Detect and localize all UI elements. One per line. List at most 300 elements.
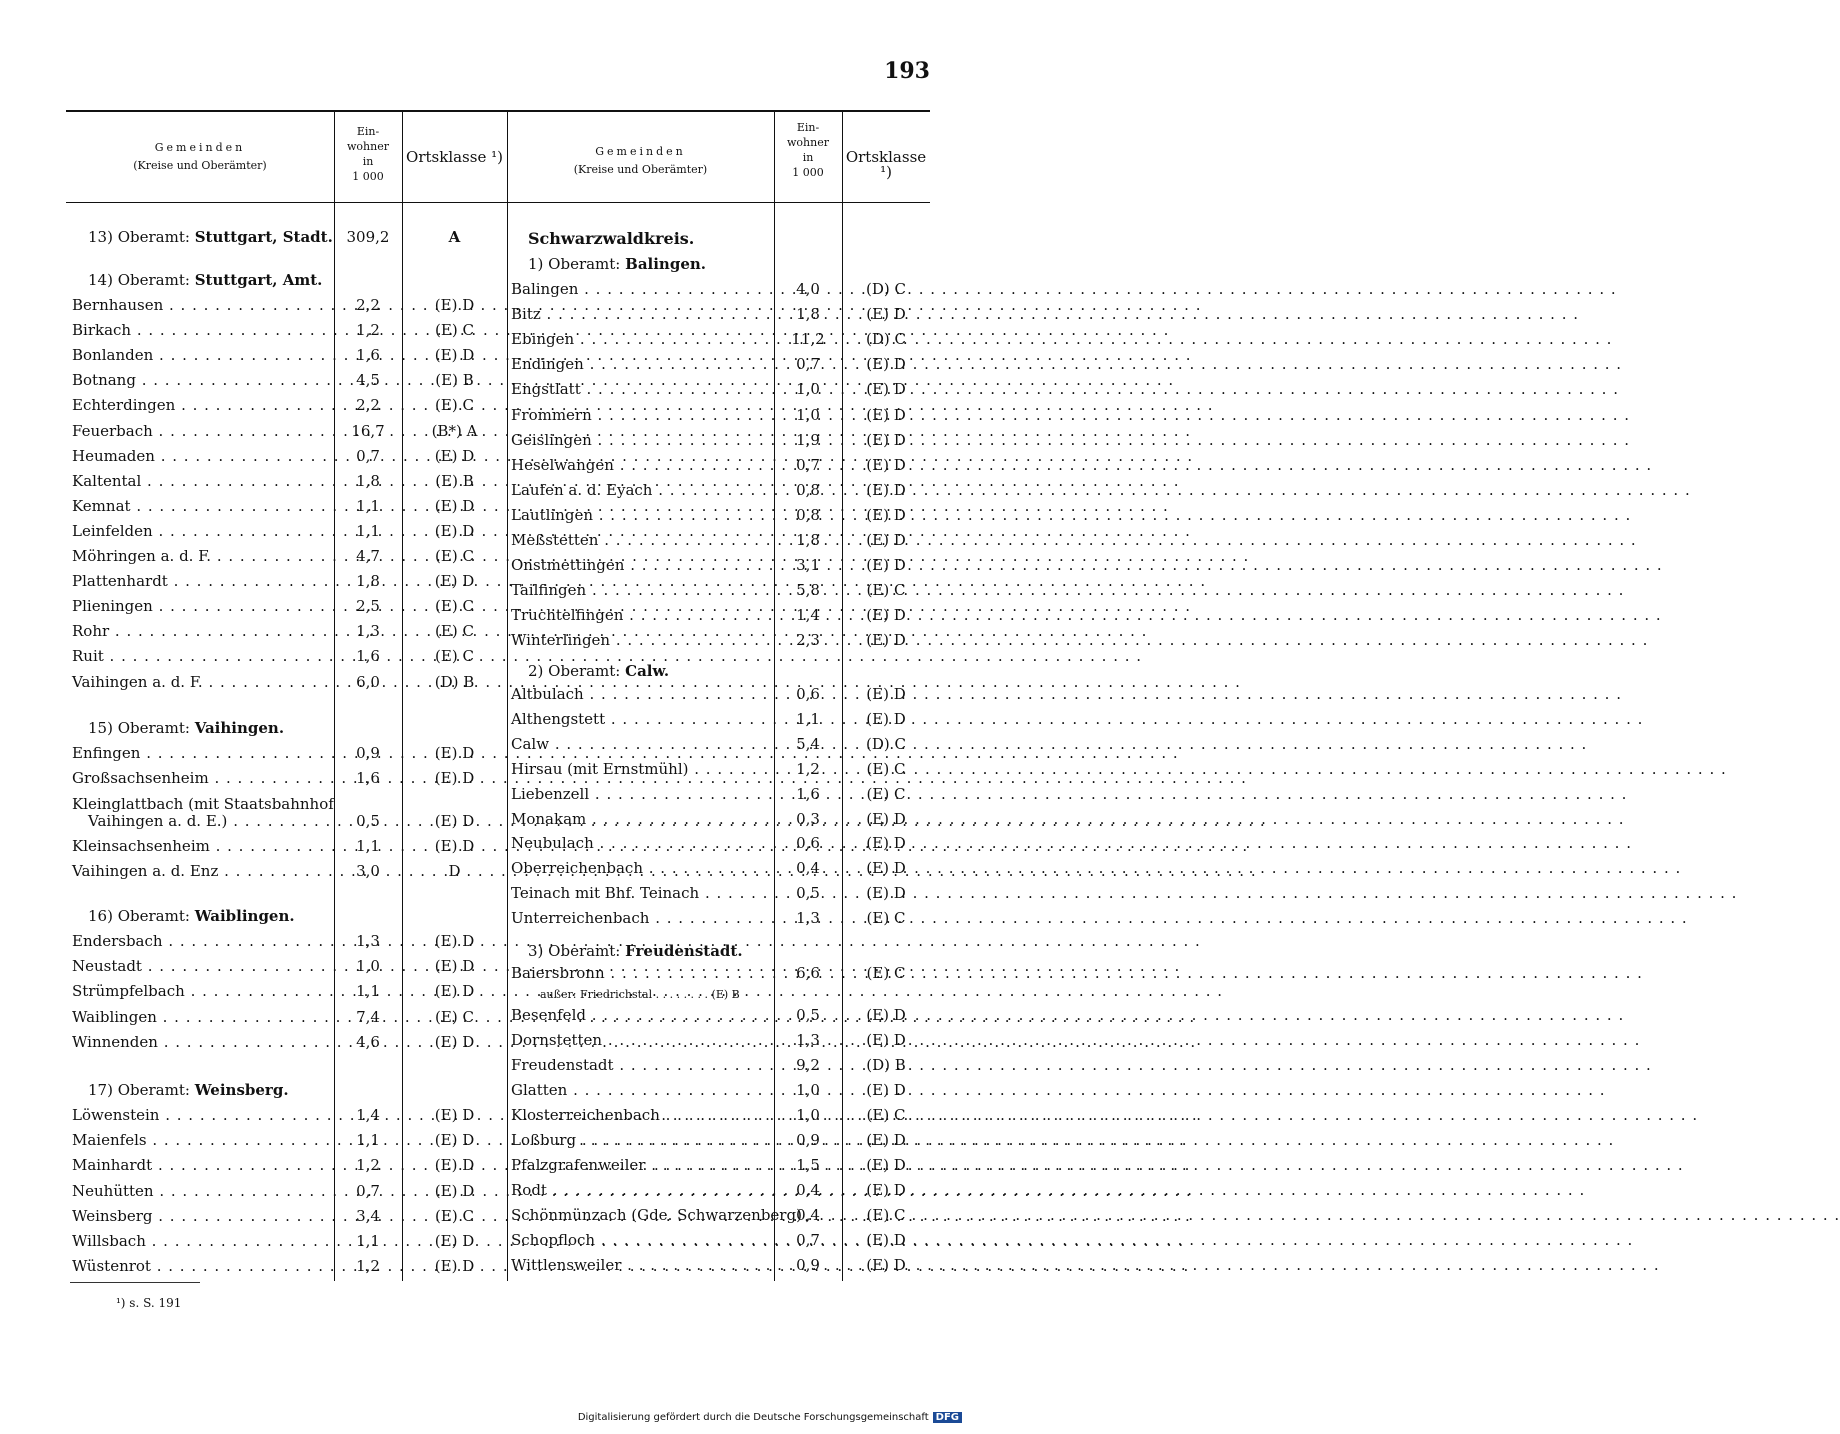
- inhabitants: 1,6: [356, 346, 380, 365]
- table-row: [511, 1106, 930, 1130]
- place-name: Truchtelfingen . . .: [511, 606, 770, 624]
- place-name: Balingen . . .: [511, 280, 770, 298]
- ortsklasse: (E) D: [866, 1006, 906, 1024]
- inhabitants: 0,6: [796, 685, 820, 703]
- table-row: [511, 1131, 930, 1155]
- table-row: [511, 606, 930, 630]
- table-row: [511, 581, 930, 605]
- inhabitants: 2,3: [796, 631, 820, 650]
- inhabitants: 0,6: [796, 834, 820, 853]
- inhabitants: 5,8: [796, 581, 820, 600]
- section-13: 13) Oberamt: Stuttgart, Stadt.: [88, 228, 333, 246]
- ortsklasse: (E) D: [866, 430, 906, 449]
- inhabitants: 1,2: [356, 1257, 380, 1276]
- table-row: [72, 396, 507, 420]
- table-row: [72, 597, 507, 621]
- section-r3: 3) Oberamt: Freudenstadt.: [528, 942, 743, 960]
- table-row: [72, 447, 507, 471]
- place-name: Enfingen . . .: [72, 744, 330, 762]
- ortsklasse: (E) C: [435, 1007, 474, 1026]
- ortsklasse: (E) D: [434, 496, 475, 515]
- table-row: [511, 1206, 930, 1230]
- section-15: 15) Oberamt: Vaihingen.: [88, 719, 285, 737]
- cls-stuttgart-stadt: A: [448, 228, 461, 246]
- dfg-logo: DFG: [933, 1412, 962, 1423]
- inhabitants: 1,5: [796, 1156, 820, 1174]
- inhabitants: 1,1: [356, 1232, 380, 1250]
- ortsklasse: (E) D: [866, 1256, 906, 1274]
- ortsklasse: (E) C: [435, 321, 474, 340]
- ortsklasse: (E) C: [435, 547, 474, 565]
- inhabitants: 1,1: [796, 709, 820, 728]
- table-row: [72, 321, 507, 345]
- place-name: Unterreichenbach . . .: [511, 909, 770, 927]
- place-name: Plieningen . . .: [72, 597, 330, 615]
- header-kreise-left: (Kreise und Oberämter): [133, 159, 267, 172]
- section-r2: 2) Oberamt: Calw.: [528, 662, 670, 680]
- ortsklasse: (E) D: [866, 685, 906, 703]
- ortsklasse: (E) D: [866, 505, 906, 524]
- place-name: Wittlensweiler . . .: [511, 1256, 770, 1274]
- inhabitants: 0,4: [796, 1181, 820, 1199]
- table-row: [72, 647, 507, 671]
- header-ortsklasse-left: Ortsklasse ¹): [406, 148, 503, 166]
- inhabitants: 1,8: [356, 572, 380, 591]
- ortsklasse: (E) C: [435, 597, 474, 616]
- place-name: Kleinsachsenheim . . .: [72, 837, 330, 855]
- ortsklasse: (E) D: [866, 1031, 906, 1049]
- inhabitants: 0,7: [356, 1181, 380, 1200]
- table-row: [72, 547, 507, 571]
- place-name: Mainhardt . . .: [72, 1156, 330, 1174]
- inhabitants: 7,4: [356, 1007, 380, 1026]
- table-row: [72, 622, 507, 646]
- ortsklasse: (E) D: [866, 1156, 906, 1174]
- ortsklasse: (E) D: [866, 380, 906, 399]
- ortsklasse: (E) D: [434, 1257, 475, 1276]
- ortsklasse: (E) C: [866, 784, 906, 803]
- place-name: Willsbach . . .: [72, 1232, 330, 1250]
- place-name: Klosterreichenbach . . .: [511, 1106, 770, 1124]
- inhabitants: 3,0: [356, 862, 380, 880]
- table-row: [511, 406, 930, 430]
- ortsklasse: (D) C: [866, 734, 906, 753]
- credit-line: Digitalisierung gefördert durch die Deutsche Forschungsgemeinschaft DFG: [578, 1412, 962, 1423]
- place-name: Neubulach . . .: [511, 834, 770, 852]
- inhabitants: 2,2: [356, 396, 380, 415]
- ortsklasse: (E) C: [866, 759, 906, 778]
- place-name: Engstlatt . . .: [511, 380, 770, 398]
- table-row: [72, 1008, 507, 1032]
- ortsklasse: (E) D: [434, 932, 475, 950]
- ortsklasse: (E) D: [434, 1032, 475, 1051]
- ortsklasse: (E) D: [866, 1231, 906, 1249]
- inhabitants: 1,3: [796, 909, 820, 928]
- place-name: Echterdingen . . .: [72, 396, 330, 414]
- inhabitants: 11,2: [791, 330, 825, 349]
- place-name: Neuhütten . . .: [72, 1182, 330, 1200]
- place-name: Bonlanden . . .: [72, 346, 330, 364]
- place-name: Schönmünzach (Gde. Schwarzenberg) . . .: [511, 1206, 770, 1224]
- header-kreise-right: (Kreise und Oberämter): [573, 163, 708, 176]
- table-row: [72, 346, 507, 370]
- ortsklasse: (E) D: [866, 631, 906, 650]
- place-name: Dornstetten . . .: [511, 1031, 770, 1049]
- table-row: [72, 497, 507, 521]
- table-row: [511, 1031, 930, 1055]
- ortsklasse: (E) D: [434, 837, 475, 855]
- table-row: [72, 371, 507, 395]
- table-row: [72, 837, 507, 861]
- table-row: [511, 884, 930, 908]
- place-name: Schopfloch . . .: [511, 1231, 770, 1249]
- table-row: [511, 909, 930, 933]
- inhabitants: 1,8: [796, 305, 820, 324]
- ortsklasse: (D) C: [866, 280, 906, 298]
- inhabitants: 0,9: [796, 1256, 820, 1274]
- ortsklasse: (E) D: [866, 455, 906, 474]
- header-rule: [66, 202, 930, 203]
- place-name: Maienfels . . .: [72, 1131, 330, 1149]
- header-ortsklasse-right: Ortsklasse ¹): [845, 148, 927, 181]
- place-name: Kaltental . . .: [72, 472, 330, 490]
- table-row: [511, 1081, 930, 1105]
- table-row: [511, 735, 930, 759]
- ausser-line: außer: Friedrichstal . . . . . . . . (E) B: [540, 988, 740, 1001]
- inhabitants: 3,4: [356, 1206, 380, 1225]
- table-row: [72, 769, 507, 793]
- place-name: Besenfeld . . .: [511, 1006, 770, 1024]
- ortsklasse: (B*) A: [431, 421, 478, 440]
- place-name: Frommern . . .: [511, 406, 770, 424]
- ortsklasse: (E) C: [866, 909, 906, 928]
- header-gemeinden-left: Gemeinden: [154, 141, 246, 154]
- table-row: [72, 862, 507, 886]
- inhabitants: 1,4: [356, 1106, 380, 1124]
- place-name: Möhringen a. d. F. . . .: [72, 547, 330, 565]
- inhabitants: 4,7: [356, 547, 380, 565]
- place-name: Leinfelden . . .: [72, 522, 330, 540]
- table-row: [72, 522, 507, 546]
- kreis-title: Schwarzwaldkreis.: [528, 229, 695, 248]
- table-row: [511, 710, 930, 734]
- ortsklasse: (E) D: [866, 405, 906, 424]
- table-row: [511, 481, 930, 505]
- inhabitants: 4,0: [796, 280, 820, 298]
- table-row: [511, 305, 930, 329]
- ortsklasse: (E) D: [866, 809, 906, 828]
- ortsklasse: (E) D: [434, 1232, 475, 1250]
- inhabitants: 1,1: [356, 496, 380, 515]
- inhabitants: 0,7: [356, 446, 380, 465]
- table-row: [511, 685, 930, 709]
- table-row: [511, 330, 930, 354]
- ortsklasse: (E) D: [434, 1156, 475, 1175]
- inhabitants: 1,3: [356, 622, 380, 641]
- table-row: [72, 1182, 507, 1206]
- place-name: Bitz . . .: [511, 305, 770, 323]
- place-name: Heselwangen . . .: [511, 456, 770, 474]
- inhabitants: 4,5: [356, 371, 380, 390]
- place-name: Althengstett . . .: [511, 710, 770, 728]
- inhabitants: 1,0: [356, 957, 380, 976]
- place-name: Botnang . . .: [72, 371, 330, 389]
- place-name: Kemnat . . .: [72, 497, 330, 515]
- place-name: Heumaden . . .: [72, 447, 330, 465]
- ortsklasse: (E) D: [866, 1181, 906, 1199]
- table-row: [72, 1131, 507, 1155]
- ortsklasse: (E) D: [866, 355, 906, 374]
- place-name: Rodt . . .: [511, 1181, 770, 1199]
- ortsklasse: (E) D: [434, 572, 475, 591]
- place-name: Feuerbach . . .: [72, 422, 330, 440]
- table-row: [511, 355, 930, 379]
- ortsklasse: (E) D: [866, 709, 906, 728]
- inhabitants: 1,1: [356, 837, 380, 855]
- place-name: Ruit . . .: [72, 647, 330, 665]
- ortsklasse: (E) D: [866, 556, 906, 575]
- inhabitants: 1,3: [356, 932, 380, 950]
- ortsklasse: (E) D: [866, 859, 906, 878]
- ortsklasse: (E) C: [435, 622, 474, 641]
- inhabitants: 1,8: [796, 531, 820, 549]
- place-name: Meßstetten . . .: [511, 531, 770, 549]
- inhabitants: 1,0: [796, 1081, 820, 1099]
- place-name: Geislingen . . .: [511, 431, 770, 449]
- inhabitants: 1,3: [796, 1031, 820, 1049]
- ortsklasse: (E) C: [866, 1106, 906, 1124]
- inhabitants: 6,0: [356, 672, 380, 691]
- ortsklasse: (E) C: [866, 581, 906, 600]
- inhabitants: 1,6: [796, 784, 820, 803]
- ortsklasse: (E) C: [435, 647, 474, 666]
- inhabitants: 1,1: [356, 1131, 380, 1150]
- place-name: Hirsau (mit Ernstmühl) . . .: [511, 760, 770, 778]
- inhabitants: 0,3: [796, 809, 820, 828]
- table-row: [72, 957, 507, 981]
- footnote: ¹) s. S. 191: [116, 1296, 182, 1310]
- table-row: [511, 506, 930, 530]
- inhabitants: 0,9: [796, 1131, 820, 1149]
- inhabitants: 0,7: [796, 355, 820, 374]
- inhabitants: 4,6: [356, 1032, 380, 1051]
- place-name: Ebingen . . .: [511, 330, 770, 348]
- place-name: Altbulach . . .: [511, 685, 770, 703]
- ortsklasse: (D) B: [434, 672, 475, 691]
- inhabitants: 1,2: [356, 321, 380, 340]
- inhabitants: 1,4: [796, 606, 820, 625]
- ortsklasse: (E) D: [434, 446, 475, 465]
- inhabitants: 2,2: [356, 296, 380, 314]
- inhabitants: 1,8: [356, 471, 380, 490]
- inhabitants: 0,7: [796, 455, 820, 474]
- table-row: [511, 1256, 930, 1280]
- place-name: Weinsberg . . .: [72, 1207, 330, 1225]
- place-name: Freudenstadt . . .: [511, 1056, 770, 1074]
- table-row: [511, 785, 930, 809]
- place-name: Liebenzell . . .: [511, 785, 770, 803]
- ortsklasse: (E) D: [434, 296, 475, 314]
- table-row: [511, 456, 930, 480]
- page-number: 193: [884, 58, 930, 84]
- table-row: [72, 1106, 507, 1130]
- header-einwohner-left: Ein- wohner in 1 000: [347, 125, 389, 183]
- ortsklasse: (E) B: [435, 371, 474, 390]
- section-14: 14) Oberamt: Stuttgart, Amt.: [88, 271, 323, 289]
- table-row: [511, 280, 930, 304]
- table-row: [511, 556, 930, 580]
- place-name: Endersbach . . .: [72, 932, 330, 950]
- table-row: [511, 631, 930, 655]
- ortsklasse: (E) D: [434, 1106, 475, 1124]
- ortsklasse: (E) D: [434, 1131, 475, 1150]
- inhabitants: 1,1: [356, 982, 380, 1001]
- header-einwohner-right: Ein- wohner in 1 000: [787, 121, 829, 179]
- place-name: Tailfingen . . .: [511, 581, 770, 599]
- table-row: [511, 380, 930, 404]
- place-name: Lautlingen . . .: [511, 506, 770, 524]
- inhabitants: 0,9: [356, 744, 380, 762]
- place-name: Strümpfelbach . . .: [72, 982, 330, 1000]
- place-name: Waiblingen . . .: [72, 1008, 330, 1026]
- ortsklasse: D: [448, 862, 461, 880]
- inhabitants: 0,8: [796, 480, 820, 499]
- ortsklasse: (E) D: [434, 957, 475, 976]
- inhabitants: 1,2: [796, 759, 820, 778]
- table-row: [511, 859, 930, 883]
- place-name: Winnenden . . .: [72, 1033, 330, 1051]
- inhabitants: 16,7: [351, 421, 385, 440]
- table-row: [72, 1207, 507, 1231]
- table-row: [72, 1033, 507, 1057]
- table-row: [511, 1181, 930, 1205]
- ortsklasse: (D) C: [866, 330, 906, 349]
- table-row: [511, 1056, 930, 1080]
- table-row: [511, 810, 930, 834]
- place-name: Loßburg . . .: [511, 1131, 770, 1149]
- place-name: Vaihingen a. d. Enz . . .: [72, 862, 330, 880]
- table-row: [72, 673, 507, 697]
- table-row: [72, 744, 507, 768]
- ortsklasse: (E) D: [866, 1081, 906, 1099]
- section-r1: 1) Oberamt: Balingen.: [528, 255, 706, 273]
- inhabitants: 0,7: [796, 1231, 820, 1249]
- ortsklasse: (E) D: [866, 480, 906, 499]
- footnote-rule: [70, 1282, 200, 1283]
- section-16: 16) Oberamt: Waiblingen.: [88, 907, 295, 925]
- ortsklasse: (E) D: [866, 531, 906, 549]
- inhabitants: 1,0: [796, 405, 820, 424]
- ortsklasse: (E) D: [434, 982, 475, 1001]
- inhabitants: 1,0: [796, 1106, 820, 1124]
- table-row: [511, 1156, 930, 1180]
- inhabitants: 0,5: [796, 1006, 820, 1024]
- inhabitants: 3,1: [796, 556, 820, 575]
- ortsklasse: (E) D: [866, 606, 906, 625]
- table-row: [511, 1006, 930, 1030]
- inhabitants: 5,4: [796, 734, 820, 753]
- table-row: [511, 834, 930, 858]
- table-row: [511, 531, 930, 555]
- ortsklasse: (E) D: [866, 834, 906, 853]
- inhabitants: 2,5: [356, 597, 380, 616]
- table-row: [511, 431, 930, 455]
- inhabitants: 0,8: [796, 505, 820, 524]
- table-row: [72, 1257, 507, 1281]
- place-name: Endingen . . .: [511, 355, 770, 373]
- section-17: 17) Oberamt: Weinsberg.: [88, 1081, 289, 1099]
- ortsklasse: (D) B: [866, 1056, 906, 1074]
- inhabitants: 9,2: [796, 1056, 820, 1074]
- ortsklasse: (E) C: [435, 396, 474, 415]
- place-name: Wüstenrot . . .: [72, 1257, 330, 1275]
- place-name: Glatten . . .: [511, 1081, 770, 1099]
- place-name: Löwenstein . . .: [72, 1106, 330, 1124]
- ortsklasse: (E) C: [866, 1206, 906, 1224]
- inhabitants: 1,6: [356, 769, 380, 787]
- inhabitants: 1,2: [356, 1156, 380, 1175]
- inhabitants: 1,1: [356, 521, 380, 540]
- inhabitants: 1,6: [356, 647, 380, 666]
- place-name: Bernhausen . . .: [72, 296, 330, 314]
- table-row: [72, 1232, 507, 1256]
- place-name: Birkach . . .: [72, 321, 330, 339]
- ortsklasse: (E) D: [434, 744, 475, 762]
- place-name: Calw . . .: [511, 735, 770, 753]
- inhabitants: 1,0: [796, 380, 820, 399]
- header-gemeinden-right: Gemeinden: [595, 145, 686, 158]
- top-rule: [66, 110, 930, 112]
- ortsklasse: (E) D: [866, 305, 906, 324]
- table-row: [72, 932, 507, 956]
- inhabitants: 1,9: [796, 430, 820, 449]
- place-name: Rohr . . .: [72, 622, 330, 640]
- kleinglattbach-line1: Kleinglattbach (mit Staatsbahnhof: [72, 795, 334, 813]
- inhabitants: 0,4: [796, 859, 820, 878]
- ortsklasse: (E) D: [866, 1131, 906, 1149]
- place-name: Plattenhardt . . .: [72, 572, 330, 590]
- table-row: [72, 422, 507, 446]
- table-row: [511, 1231, 930, 1255]
- table-row: [72, 296, 507, 320]
- ortsklasse: (E) D: [434, 346, 475, 365]
- place-name: Teinach mit Bhf. Teinach . . .: [511, 884, 770, 902]
- table-row: [72, 472, 507, 496]
- ortsklasse: (E) D: [434, 769, 475, 787]
- ortsklasse: (E) D: [434, 1181, 475, 1200]
- ortsklasse: (E) D: [434, 521, 475, 540]
- ortsklasse: (E) C: [435, 1206, 474, 1225]
- inh-stuttgart-stadt: 309,2: [346, 228, 390, 246]
- table-row: Vaihingen a. d. E.) . . . 0,5 (E) D: [88, 812, 507, 836]
- ortsklasse: (E) B: [435, 471, 474, 490]
- inhabitants: 0,4: [796, 1206, 820, 1224]
- table-row: [72, 572, 507, 596]
- place-name: Laufen a. d. Eyach . . .: [511, 481, 770, 499]
- inhabitants: 0,5: [796, 884, 820, 903]
- place-name: Pfalzgrafenweiler . . .: [511, 1156, 770, 1174]
- table-row: Baiersbronn . . . 6,6 (E) C: [511, 964, 930, 988]
- place-name: Großsachsenheim . . .: [72, 769, 330, 787]
- ortsklasse: (E) D: [866, 884, 906, 903]
- place-name: Winterlingen . . .: [511, 631, 770, 649]
- place-name: Oberreichenbach . . .: [511, 859, 770, 877]
- place-name: Vaihingen a. d. F. . . .: [72, 673, 330, 691]
- table-row: [72, 1156, 507, 1180]
- table-row: [511, 760, 930, 784]
- table-row: [72, 982, 507, 1006]
- place-name: Monakam . . .: [511, 810, 770, 828]
